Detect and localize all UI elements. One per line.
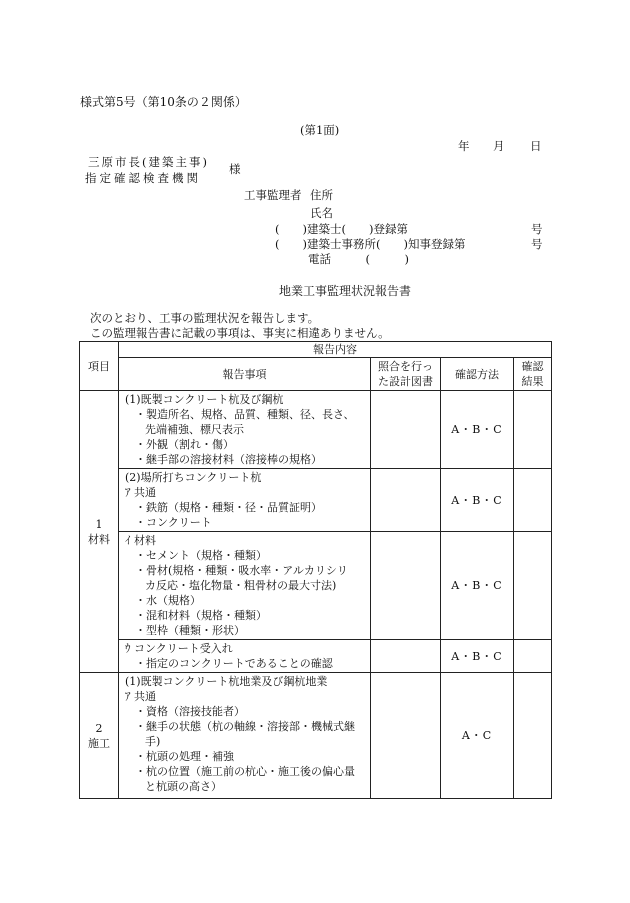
date-year: 年: [458, 139, 470, 153]
design-docs-cell[interactable]: [371, 673, 441, 799]
check-method: A・B・C: [441, 640, 514, 673]
line: ｳ コンクリート受入れ: [125, 642, 233, 655]
header-report-matter: 報告事項: [119, 358, 371, 391]
date-month: 月: [493, 139, 505, 153]
header-item: 項目: [80, 342, 119, 391]
line: ｱ 共通: [125, 690, 156, 703]
phone-line: 電話 ( ): [308, 252, 409, 266]
line: ・継手の状態（杭の軸線・溶接部・機械式継: [135, 720, 355, 733]
section-materials: [80, 391, 119, 673]
check-result-cell[interactable]: [514, 532, 552, 640]
section-construction-name: 施工: [88, 736, 110, 750]
document-title: 地業工事監理状況報告書: [279, 284, 412, 298]
table-row: [80, 532, 552, 640]
header-design-docs-l2: た設計図書: [378, 375, 433, 388]
header-result: [514, 358, 552, 391]
table-row: [80, 673, 552, 799]
line: ・骨材(規格・種類・吸水率・アルカリシリ: [135, 564, 348, 577]
office-registration-line: ( )建築士事務所( )知事登録第: [275, 237, 466, 251]
table-row: [80, 469, 552, 532]
architect-license-line: ( )建築士( )登録第: [275, 222, 408, 236]
table-row: [80, 391, 552, 469]
report-matter: [119, 532, 371, 640]
line: ・資格（溶接技能者）: [135, 705, 245, 718]
intro-line1: 次のとおり、工事の監理状況を報告します。: [90, 311, 320, 325]
check-method: A・B・C: [441, 469, 514, 532]
line: ・水（規格）: [135, 594, 201, 607]
line: ・コンクリート: [135, 516, 212, 529]
design-docs-cell[interactable]: [371, 532, 441, 640]
section-materials-name: 材料: [88, 532, 110, 546]
header-result-l2: 結果: [521, 375, 544, 388]
addressee-honorific: 様: [229, 162, 241, 176]
check-method: A・C: [441, 673, 514, 799]
line: ・製造所名、規格、品質、種類、径、長さ、: [135, 408, 355, 421]
table-subheader-row: [80, 358, 552, 391]
supervisor-label: 工事監理者: [244, 188, 302, 202]
header-report-content: 報告内容: [119, 342, 552, 358]
design-docs-cell[interactable]: [371, 640, 441, 673]
report-matter: [119, 640, 371, 673]
report-table: [79, 341, 552, 799]
date-day: 日: [530, 139, 542, 153]
line: ・杭の位置（施工前の杭心・施工後の偏心量: [135, 765, 355, 778]
line: ｱ 共通: [125, 486, 156, 499]
office-registration-suffix: 号: [531, 237, 543, 251]
check-method: A・B・C: [441, 391, 514, 469]
line: ｲ 材料: [125, 534, 156, 547]
section-construction: [80, 673, 119, 799]
line: ・継手部の溶接材料（溶接棒の規格）: [135, 453, 322, 466]
report-matter: [119, 469, 371, 532]
line: (1)既製コンクリート杭及び鋼杭: [125, 393, 284, 406]
architect-license-suffix: 号: [531, 222, 543, 236]
supervisor-address-label: 住所: [310, 188, 333, 202]
design-docs-cell[interactable]: [371, 469, 441, 532]
line: ・外観（割れ・傷）: [135, 438, 234, 451]
table-row: [80, 640, 552, 673]
check-method: A・B・C: [441, 532, 514, 640]
intro-line2: この監理報告書に記載の事項は、事実に相違ありません。: [90, 326, 390, 340]
line: ・鉄筋（規格・種類・径・品質証明）: [135, 501, 322, 514]
line: と杭頭の高さ）: [145, 780, 222, 793]
line: ・セメント（規格・種類）: [135, 549, 267, 562]
check-result-cell[interactable]: [514, 391, 552, 469]
line: ・指定のコンクリートであることの確認: [135, 657, 333, 670]
line: ・混和材料（規格・種類）: [135, 609, 267, 622]
form-number: 様式第5号（第10条の２関係）: [80, 95, 247, 109]
check-result-cell[interactable]: [514, 640, 552, 673]
header-method: 確認方法: [441, 358, 514, 391]
line: カ反応・塩化物量・粗骨材の最大寸法): [145, 579, 337, 592]
check-result-cell[interactable]: [514, 673, 552, 799]
report-matter: [119, 391, 371, 469]
line: ・型枠（種類・形状）: [135, 624, 245, 637]
report-matter: [119, 673, 371, 799]
line: (2)場所打ちコンクリート杭: [125, 471, 262, 484]
line: 手): [145, 735, 161, 748]
table-header-row: [80, 342, 552, 358]
addressee-line2: 指定確認検査機関: [85, 171, 201, 185]
section-materials-num: 1: [95, 517, 103, 531]
header-result-l1: 確認: [521, 360, 544, 373]
line: ・杭頭の処理・補強: [135, 750, 234, 763]
addressee-line1: 三原市長(建築主事): [88, 155, 209, 169]
header-design-docs: [371, 358, 441, 391]
supervisor-name-label: 氏名: [310, 206, 333, 220]
line: (1)既製コンクリート杭地業及び鋼杭地業: [125, 675, 328, 688]
design-docs-cell[interactable]: [371, 391, 441, 469]
line: 先端補強、標尺表示: [145, 423, 244, 436]
page-label: (第1面): [300, 123, 340, 137]
section-construction-num: 2: [95, 721, 103, 735]
check-result-cell[interactable]: [514, 469, 552, 532]
header-design-docs-l1: 照合を行っ: [378, 360, 433, 373]
